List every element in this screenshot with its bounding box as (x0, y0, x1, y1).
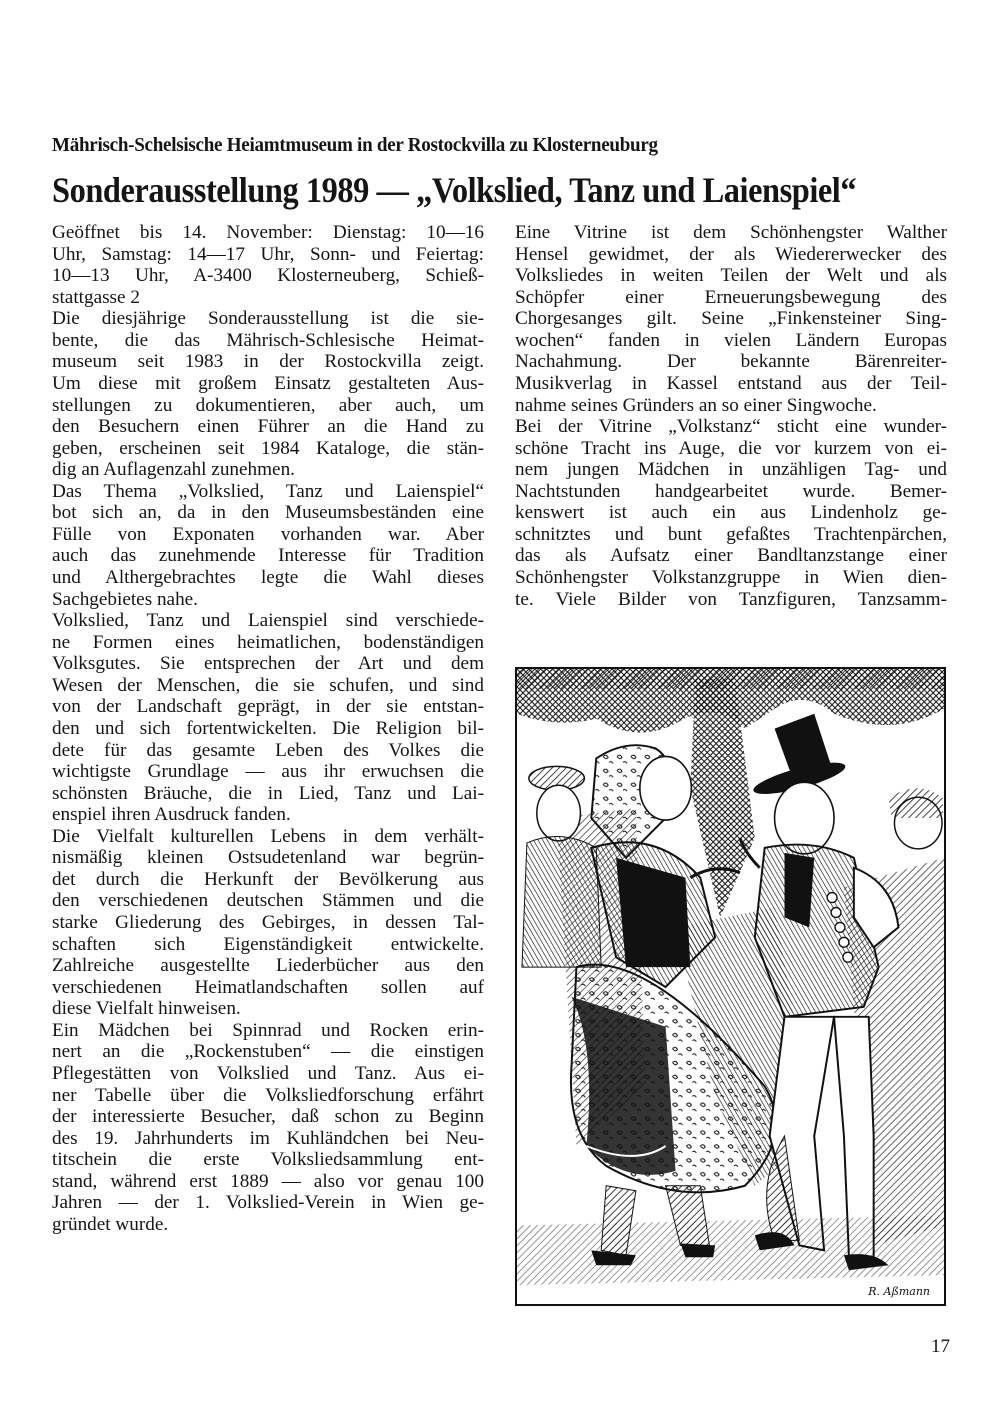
text-line: auch das zunehmende Interesse für Tradition (52, 545, 484, 567)
text-line: det durch die Herkunft der Bevölkerung aus (52, 868, 484, 890)
text-line: Schöpfer einer Erneuerungsbewegung des (515, 286, 947, 308)
text-line: diese Vielfalt hinweisen. (52, 998, 241, 1020)
paragraph (52, 826, 484, 1020)
artist-signature: R. Aßmann (868, 1285, 930, 1298)
text-line: dete für das gesamte Leben des Volkes die (52, 739, 484, 761)
text-line: Volksliedes in weiten Teilen der Welt und als (515, 265, 947, 287)
paragraph (52, 222, 484, 308)
text-line: schönsten Bräuche, die in Lied, Tanz und Lai- (52, 782, 484, 804)
text-line: stattgasse 2 (52, 286, 140, 308)
text-line: Zahlreiche ausgestellte Liederbücher aus den (52, 955, 484, 977)
text-line: Chorgesanges gilt. Seine „Finkensteiner Sing- (515, 308, 947, 330)
text-line: 10—13 Uhr, A-3400 Klosterneuberg, Schieß- (52, 265, 484, 287)
text-line: Sachgebietes nahe. (52, 588, 198, 610)
page-number: 17 (931, 1336, 950, 1357)
text-line: Ein Mädchen bei Spinnrad und Rocken erin- (52, 1019, 484, 1041)
paragraph (515, 222, 947, 416)
ground (517, 1216, 944, 1286)
text-line: von der Landschaft geprägt, in der sie entstan- (52, 696, 484, 718)
text-line: Volkslied, Tanz und Laienspiel sind verschiede- (52, 610, 484, 632)
text-line: das als Aufsatz einer Bandltanzstange einer (515, 545, 947, 567)
paragraph (52, 1020, 484, 1236)
text-line: bente, die das Mährisch-Schlesische Heimat- (52, 329, 484, 351)
illustration-drawing (517, 669, 944, 1304)
text-line: Nachtstunden handgearbeitet wurde. Bemer- (515, 480, 947, 502)
paragraph (515, 416, 947, 610)
text-line: nismäßig kleinen Ostsudetenland war begrün- (52, 847, 484, 869)
text-line: des 19. Jahrhunderts im Kuhländchen bei Neu- (52, 1127, 484, 1149)
text-line: gründet wurde. (52, 1213, 169, 1235)
text-line: schaften sich Eigenständigkeit entwickelte. (52, 933, 484, 955)
text-line: stellungen zu dokumentieren, aber auch, um (52, 394, 484, 416)
text-line: nem jungen Mädchen in unzähligen Tag- und (515, 459, 947, 481)
text-line: schöne Tracht ins Auge, die vor kurzem von ei- (515, 437, 947, 459)
text-line: Musikverlag in Kassel entstand aus der Teil- (515, 372, 947, 394)
text-line: nert an die „Rockenstuben“ — die einstigen (52, 1041, 484, 1063)
text-line: museum seit 1983 in der Rostockvilla zeigt. (52, 351, 484, 373)
paragraph (52, 308, 484, 481)
article-kicker: Mährisch-Schelsische Heiamtmuseum in der Rostockvilla zu Klosterneuburg (52, 134, 658, 156)
text-line: Fülle von Exponaten vorhanden war. Aber (52, 523, 484, 545)
text-line: und Althergebrachtes legte die Wahl dieses (52, 567, 484, 588)
dance-illustration (515, 667, 946, 1306)
text-line: Jahren — der 1. Volkslied-Verein in Wien ge- (52, 1192, 484, 1214)
text-line: den Besuchern einen Führer an die Hand zu (52, 416, 484, 438)
text-line: Wesen der Menschen, die sie schufen, und sind (52, 674, 484, 696)
text-line: kenswert ist auch ein aus Lindenholz ge- (515, 502, 947, 524)
text-line: ner Tabelle über die Volksliedforschung erfährt (52, 1084, 484, 1106)
text-line: Geöffnet bis 14. November: Dienstag: 10—16 (52, 222, 484, 243)
text-line: den verschiedenen deutschen Stämmen und die (52, 890, 484, 912)
text-line: Eine Vitrine ist dem Schönhengster Walther (515, 222, 947, 243)
text-line: der interessierte Besucher, daß schon zu Beginn (52, 1106, 484, 1128)
text-line: Volksgutes. Sie entsprechen der Art und dem (52, 653, 484, 675)
text-line: titschein die erste Volksliedsammlung ent- (52, 1149, 484, 1171)
text-line: ne Formen eines heimatlichen, bodenständigen (52, 631, 484, 653)
text-line: nahme seines Gründers an so einer Singwoche. (515, 394, 877, 416)
text-line: Die diesjährige Sonderausstellung ist die sie- (52, 308, 484, 330)
paragraph (52, 610, 484, 826)
right-column (515, 222, 947, 610)
text-line: Hensel gewidmet, der als Wiedererwecker des (515, 243, 947, 265)
article-headline: Sonderausstellung 1989 — „Volkslied, Tanz und Laienspiel“ (52, 170, 857, 210)
paragraph (52, 481, 484, 610)
text-line: enspiel ihren Ausdruck fanden. (52, 804, 291, 826)
text-line: wichtigste Grundlage — aus ihr erwuchsen die (52, 761, 484, 783)
text-line: stand, während erst 1889 — also vor genau 100 (52, 1170, 484, 1192)
text-line: Uhr, Samstag: 14—17 Uhr, Sonn- und Feiertag: (52, 243, 484, 265)
text-line: Schönhengster Volkstanzgruppe in Wien dien- (515, 567, 947, 588)
text-line: Pflegestätten von Volkslied und Tanz. Aus ei- (52, 1062, 484, 1084)
text-line: dig an Auflagenzahl zunehmen. (52, 459, 295, 481)
text-line: Die Vielfalt kulturellen Lebens in dem verhält- (52, 825, 484, 847)
text-line: wochen“ fanden in vielen Ländern Europas (515, 329, 947, 351)
text-line: Bei der Vitrine „Volkstanz“ sticht eine wunder- (515, 416, 947, 438)
text-line: geben, erscheinen seit 1984 Kataloge, die stän- (52, 437, 484, 459)
text-line: starke Gliederung des Gebirges, in dessen Tal- (52, 912, 484, 933)
text-line: Das Thema „Volkslied, Tanz und Laienspiel“ (52, 480, 484, 502)
text-line: Nachahmung. Der bekannte Bärenreiter- (515, 351, 947, 373)
text-line: verschiedenen Heimatlandschaften sollen auf (52, 976, 484, 998)
text-line: Um diese mit großem Einsatz gestalteten Aus- (52, 372, 484, 394)
text-line: den und sich fortentwickelten. Die Religion bil- (52, 717, 484, 739)
left-column (52, 222, 484, 1235)
text-line: te. Viele Bilder von Tanzfiguren, Tanzsamm- (515, 588, 947, 610)
text-line: schnitztes und bunt gefaßtes Trachtenpärchen, (515, 523, 947, 545)
text-line: bot sich an, da in den Museumsbeständen eine (52, 502, 484, 524)
